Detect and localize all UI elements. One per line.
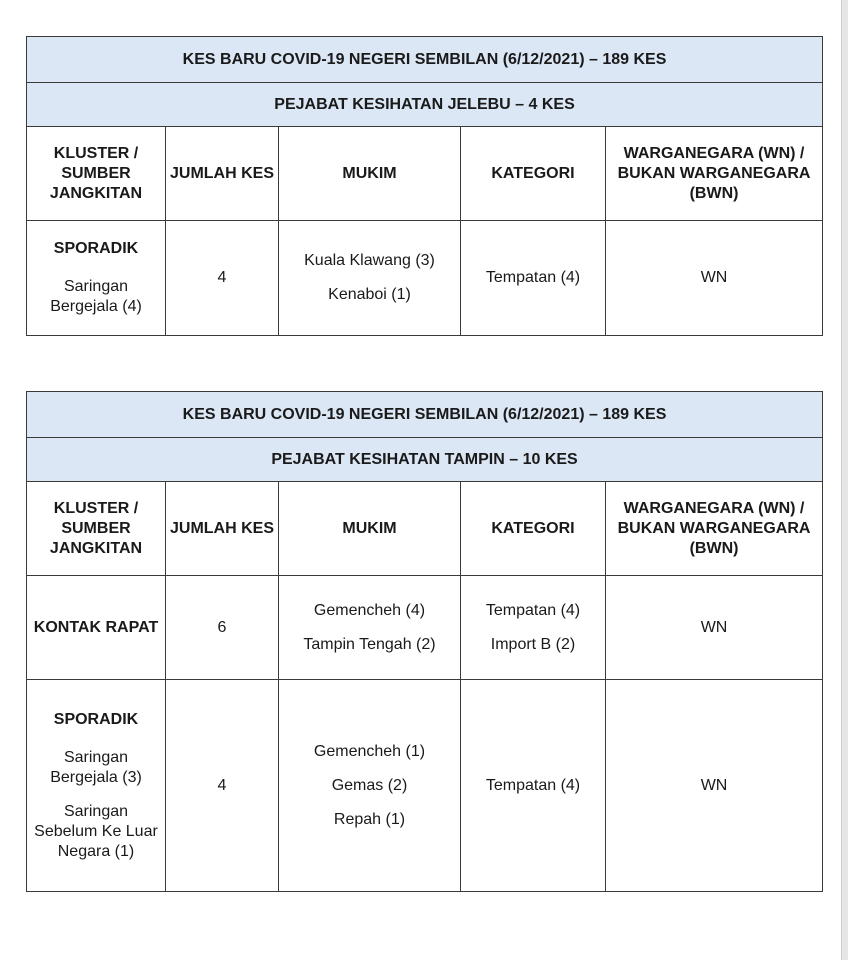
cluster-cell (27, 680, 166, 892)
table-title: KES BARU COVID-19 NEGERI SEMBILAN (6/12/2021) – 189 KES (27, 37, 823, 83)
category-cell: Tempatan (4) (461, 221, 606, 336)
table-row (27, 221, 823, 336)
table-title-row (27, 37, 823, 83)
cluster-detail: Saringan Sebelum Ke Luar Negara (1) (34, 802, 158, 860)
count-cell: 4 (166, 221, 279, 336)
office-title: PEJABAT KESIHATAN JELEBU – 4 KES (27, 83, 823, 127)
category-line: Import B (2) (490, 635, 576, 653)
header-count: JUMLAH KES (166, 127, 279, 221)
header-citizenship: WARGANEGARA (WN) / BUKAN WARGANEGARA (BWN) (606, 482, 823, 576)
mukim-line: Tampin Tengah (2) (303, 635, 436, 653)
mukim-cell (279, 680, 461, 892)
cluster-cell (27, 576, 166, 680)
citizenship-cell: WN (606, 680, 823, 892)
office-title: PEJABAT KESIHATAN TAMPIN – 10 KES (27, 438, 823, 482)
mukim-line: Gemencheh (4) (313, 601, 426, 619)
column-header-row (27, 482, 823, 576)
header-citizenship: WARGANEGARA (WN) / BUKAN WARGANEGARA (BWN) (606, 127, 823, 221)
office-row (27, 438, 823, 482)
table-row (27, 680, 823, 892)
mukim-cell (279, 221, 461, 336)
mukim-line: Gemencheh (1) (313, 742, 426, 760)
mukim-line: Kuala Klawang (3) (304, 252, 435, 269)
header-cluster: KLUSTER / SUMBER JANGKITAN (27, 482, 166, 576)
table-title: KES BARU COVID-19 NEGERI SEMBILAN (6/12/2021) – 189 KES (27, 392, 823, 438)
jelebu-case-table (26, 36, 823, 336)
header-mukim: MUKIM (279, 482, 461, 576)
citizenship-cell: WN (606, 576, 823, 680)
header-count: JUMLAH KES (166, 482, 279, 576)
category-cell: Tempatan (4) (461, 680, 606, 892)
mukim-line: Gemas (2) (331, 776, 408, 794)
table-row (27, 576, 823, 680)
cluster-cell (27, 221, 166, 336)
header-category: KATEGORI (461, 127, 606, 221)
header-category: KATEGORI (461, 482, 606, 576)
table-title-row (27, 392, 823, 438)
cluster-title: KONTAK RAPAT (33, 618, 159, 636)
tampin-case-table (26, 391, 823, 892)
office-row (27, 83, 823, 127)
cluster-detail: Saringan Bergejala (3) (50, 748, 142, 786)
column-header-row (27, 127, 823, 221)
page-edge-shadow (841, 0, 848, 960)
category-line: Tempatan (4) (485, 601, 581, 619)
mukim-line: Kenaboi (1) (328, 286, 411, 303)
cluster-title: SPORADIK (53, 710, 139, 728)
count-cell: 6 (166, 576, 279, 680)
cluster-detail: Saringan Bergejala (4) (50, 278, 142, 315)
citizenship-cell: WN (606, 221, 823, 336)
cluster-title: SPORADIK (53, 240, 139, 257)
header-cluster: KLUSTER / SUMBER JANGKITAN (27, 127, 166, 221)
category-cell (461, 576, 606, 680)
header-mukim: MUKIM (279, 127, 461, 221)
mukim-cell (279, 576, 461, 680)
mukim-line: Repah (1) (333, 810, 406, 828)
count-cell: 4 (166, 680, 279, 892)
